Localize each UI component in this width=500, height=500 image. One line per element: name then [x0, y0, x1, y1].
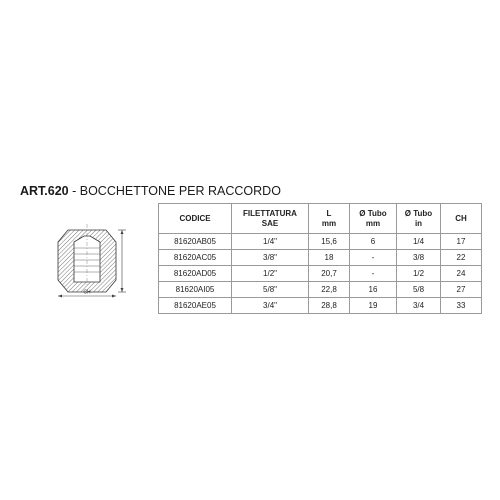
cell-l: 28,8: [309, 298, 350, 314]
fitting-section-drawing: [40, 222, 130, 300]
cell-l: 18: [309, 250, 350, 266]
cell-tubo-mm: 16: [350, 282, 397, 298]
cell-tubo-in: 1/2: [397, 266, 441, 282]
cell-ch: 27: [441, 282, 482, 298]
cell-ch: 24: [441, 266, 482, 282]
header-tubo-mm: Ø Tubo mm: [350, 204, 397, 234]
spec-table: [158, 203, 482, 314]
table-header-row: [159, 204, 482, 234]
product-title: [20, 184, 281, 198]
table-row: [159, 282, 482, 298]
cell-codice: 81620AB05: [159, 234, 232, 250]
article-number: ART.620: [20, 184, 69, 198]
cell-tubo-in: 1/4: [397, 234, 441, 250]
header-l: L mm: [309, 204, 350, 234]
ch-label: CH: [83, 289, 91, 296]
cell-tubo-in: 5/8: [397, 282, 441, 298]
header-tubo-in: Ø Tubo in: [397, 204, 441, 234]
cell-codice: 81620AC05: [159, 250, 232, 266]
cell-filettatura: 3/4": [232, 298, 309, 314]
cell-l: 15,6: [309, 234, 350, 250]
cell-ch: 17: [441, 234, 482, 250]
length-dimension: [118, 230, 126, 292]
table-row: [159, 234, 482, 250]
cell-filettatura: 1/4": [232, 234, 309, 250]
product-name: - BOCCHETTONE PER RACCORDO: [68, 184, 281, 198]
cell-filettatura: 3/8": [232, 250, 309, 266]
cell-tubo-in: 3/4: [397, 298, 441, 314]
table-row: [159, 250, 482, 266]
table-row: [159, 266, 482, 282]
cell-tubo-mm: -: [350, 266, 397, 282]
cell-l: 22,8: [309, 282, 350, 298]
cell-l: 20,7: [309, 266, 350, 282]
cell-tubo-mm: 6: [350, 234, 397, 250]
header-filettatura: FILETTATURA SAE: [232, 204, 309, 234]
cell-filettatura: 5/8": [232, 282, 309, 298]
cell-ch: 22: [441, 250, 482, 266]
header-codice: CODICE: [159, 204, 232, 234]
table-row: [159, 298, 482, 314]
cell-tubo-mm: 19: [350, 298, 397, 314]
cell-codice: 81620AD05: [159, 266, 232, 282]
fitting-body-shape: [58, 224, 116, 292]
header-ch: CH: [441, 204, 482, 234]
cell-tubo-in: 3/8: [397, 250, 441, 266]
cell-codice: 81620AI05: [159, 282, 232, 298]
cell-filettatura: 1/2": [232, 266, 309, 282]
cell-ch: 33: [441, 298, 482, 314]
cell-tubo-mm: -: [350, 250, 397, 266]
cell-codice: 81620AE05: [159, 298, 232, 314]
